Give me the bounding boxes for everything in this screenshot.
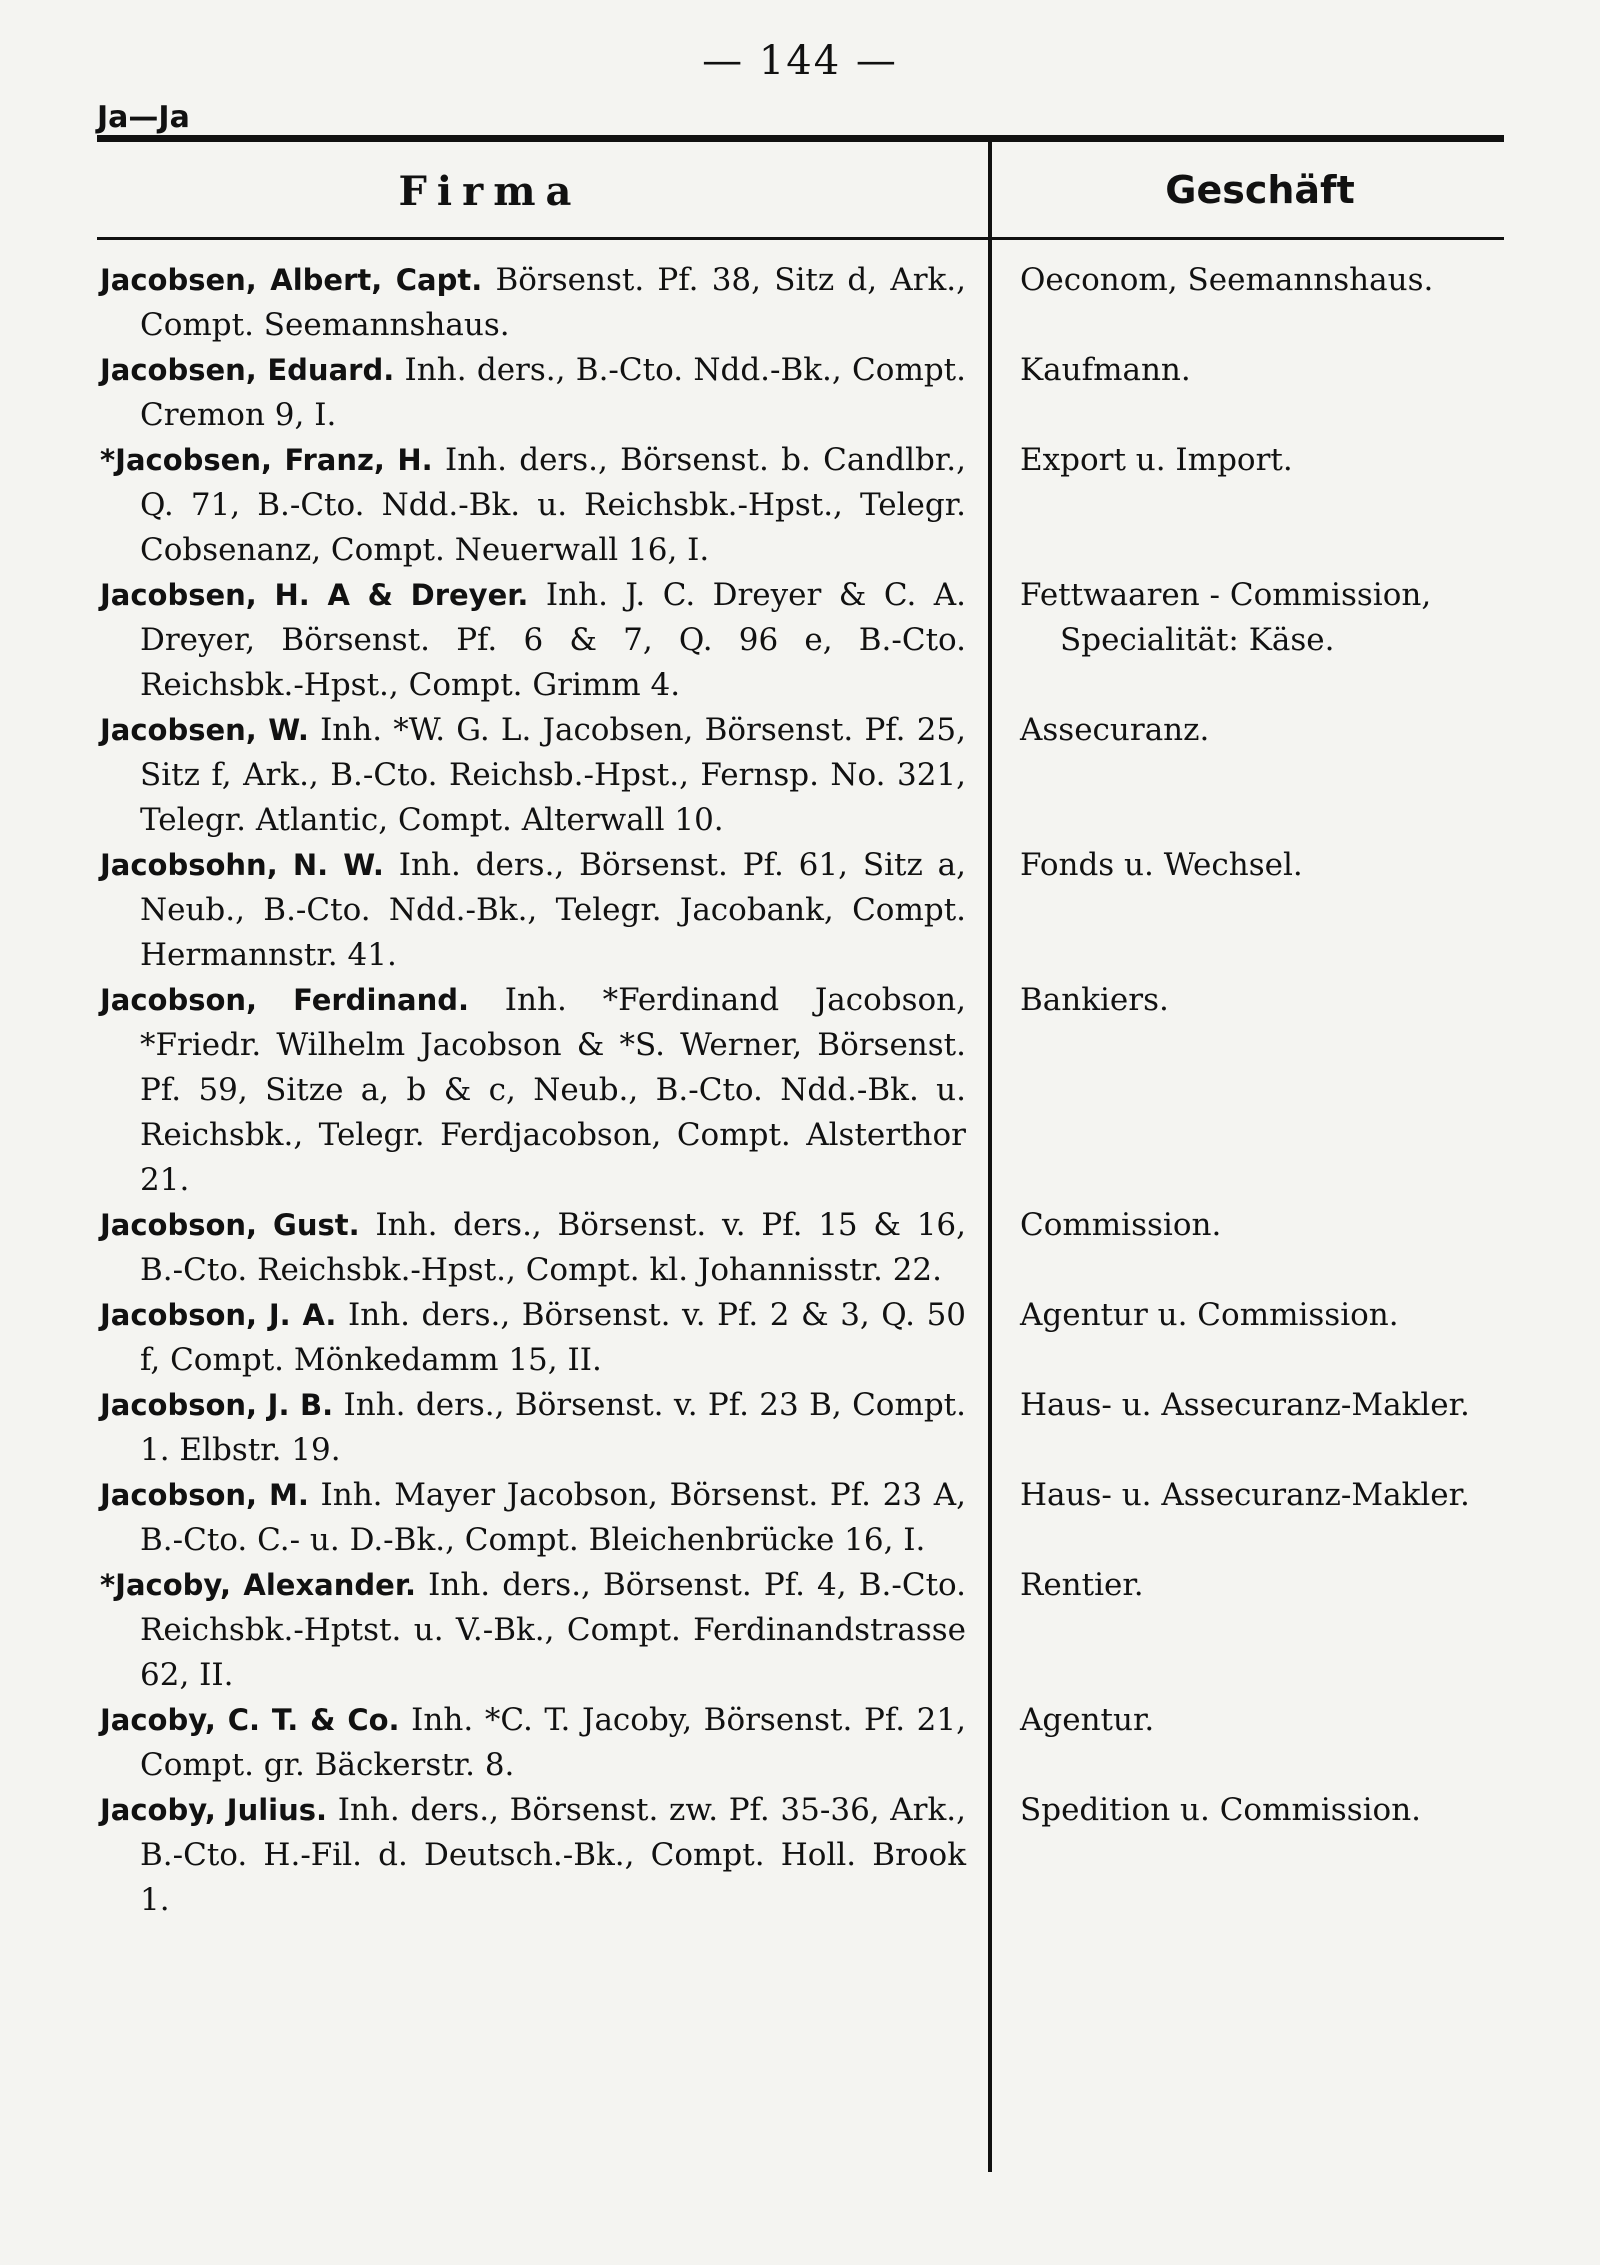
entry-details: Inh. ders., Börsenst. v. Pf. 2 & 3, Q. 50 f, Compt. Mönkedamm 15, II. [140, 1297, 967, 1378]
entry-details: Inh. ders., Börsenst. v. Pf. 15 & 16, B.-Cto. Reichsbk.-Hpst., Compt. kl. Johannisstr. 22. [140, 1207, 966, 1288]
entry-details: Inh. ders., B.-Cto. Ndd.-Bk., Compt. Cremon 9, I. [140, 352, 966, 433]
entry-name: Jacobson, J. A. [100, 1298, 337, 1332]
firma-cell [100, 1788, 966, 1923]
firma-cell [100, 1203, 966, 1293]
business-cell: Haus- u. Assecuranz-Makler. [1020, 1387, 1470, 1423]
entry-name: Jacobsen, Eduard. [100, 353, 395, 387]
list-item [100, 1698, 1540, 1788]
entry-details: Börsenst. Pf. 38, Sitz d, Ark., Compt. Seemannshaus. [140, 262, 967, 343]
list-item [100, 708, 1540, 843]
entry-details: Inh. *Ferdinand Jacobson, *Friedr. Wilhelm Jacobson & *S. Werner, Börsenst. Pf. 59, Sitze a, b & c, Neub., B.-Cto. Ndd.-Bk. u. Reichsbk., Telegr. Ferdjacobson, Compt. Alsterthor 21. [140, 982, 966, 1198]
business-cell: Bankiers. [1020, 982, 1169, 1018]
entry-name: Jacoby, Julius. [100, 1793, 328, 1827]
entry-name: Jacobson, M. [100, 1478, 309, 1512]
firma-cell [100, 708, 966, 843]
business-cell: Haus- u. Assecuranz-Makler. [1020, 1477, 1470, 1513]
list-item [100, 573, 1540, 708]
business-cell: Agentur. [1020, 1702, 1155, 1738]
geschaeft-column-header: Geschäft [1165, 168, 1355, 212]
list-item [100, 1563, 1540, 1698]
entry-name: *Jacobsen, Franz, H. [100, 443, 433, 477]
firma-cell [100, 438, 966, 573]
entry-details: Inh. ders., Börsenst. v. Pf. 23 B, Compt. 1. Elbstr. 19. [140, 1387, 966, 1468]
entry-name: Jacobsohn, N. W. [100, 848, 384, 882]
list-item [100, 1473, 1540, 1563]
entry-name: Jacobsen, H. A & Dreyer. [100, 578, 529, 612]
business-cell: Export u. Import. [1020, 442, 1293, 478]
firma-cell [100, 348, 966, 438]
list-item [100, 1383, 1540, 1473]
running-head: Ja—Ja [97, 100, 190, 135]
list-item [100, 1293, 1540, 1383]
list-item [100, 1203, 1540, 1293]
list-item [100, 978, 1540, 1203]
entry-name: Jacobsen, W. [100, 713, 309, 747]
firma-cell [100, 1293, 966, 1383]
entry-details: Inh. Mayer Jacobson, Börsenst. Pf. 23 A, B.-Cto. C.- u. D.-Bk., Compt. Bleichenbrücke 16, I. [140, 1477, 966, 1558]
entry-name: Jacobson, Gust. [100, 1208, 360, 1242]
business-cell: Commission. [1020, 1207, 1222, 1243]
list-item [100, 348, 1540, 438]
entry-list [100, 258, 1540, 1923]
list-item [100, 258, 1540, 348]
business-cell: Spedition u. Commission. [1020, 1792, 1422, 1828]
entry-details: Inh. ders., Börsenst. zw. Pf. 35-36, Ark., B.-Cto. H.-Fil. d. Deutsch.-Bk., Compt. Holl. Brook 1. [140, 1792, 966, 1918]
firma-column-header: Firma [398, 168, 582, 215]
firma-cell [100, 843, 966, 978]
page-number: — 144 — [702, 38, 898, 84]
firma-cell [100, 573, 966, 708]
entry-name: Jacobsen, Albert, Capt. [100, 263, 483, 297]
entry-details: Inh. ders., Börsenst. Pf. 4, B.-Cto. Reichsbk.-Hptst. u. V.-Bk., Compt. Ferdinandstrasse 62, II. [140, 1567, 966, 1693]
entry-details: Inh. ders., Börsenst. b. Candlbr., Q. 71, B.-Cto. Ndd.-Bk. u. Reichsbk.-Hpst., Telegr. Cobsenanz, Compt. Neuerwall 16, I. [140, 442, 967, 568]
firma-cell [100, 1698, 966, 1788]
entry-name: Jacobson, Ferdinand. [100, 983, 470, 1017]
entry-name: *Jacoby, Alexander. [100, 1568, 417, 1602]
entry-name: Jacobson, J. B. [100, 1388, 334, 1422]
business-cell: Assecuranz. [1020, 712, 1210, 748]
entry-details: Inh. J. C. Dreyer & C. A. Dreyer, Börsenst. Pf. 6 & 7, Q. 96 e, B.-Cto. Reichsbk.-Hpst., Compt. Grimm 4. [140, 577, 966, 703]
firma-cell [100, 1563, 966, 1698]
entry-details: Inh. *W. G. L. Jacobsen, Börsenst. Pf. 25, Sitz f, Ark., B.-Cto. Reichsb.-Hpst., Fernsp. No. 321, Telegr. Atlantic, Compt. Alterwall 10. [140, 712, 966, 838]
business-cell: Agentur u. Commission. [1020, 1297, 1399, 1333]
list-item [100, 1788, 1540, 1923]
business-cell: Fettwaaren - Commission, Specialität: Käse. [1020, 577, 1432, 658]
firma-cell [100, 1473, 966, 1563]
entry-name: Jacoby, C. T. & Co. [100, 1703, 400, 1737]
firma-cell [100, 978, 966, 1203]
business-cell: Rentier. [1020, 1567, 1144, 1603]
entry-details: Inh. *C. T. Jacoby, Börsenst. Pf. 21, Compt. gr. Bäckerstr. 8. [140, 1702, 966, 1783]
entry-details: Inh. ders., Börsenst. Pf. 61, Sitz a, Neub., B.-Cto. Ndd.-Bk., Telegr. Jacobank, Compt. Hermannstr. 41. [140, 847, 967, 973]
subheader-rule [97, 237, 1504, 240]
firma-cell [100, 258, 966, 348]
business-cell: Oeconom, Seemannshaus. [1020, 262, 1434, 298]
list-item [100, 438, 1540, 573]
business-cell: Kaufmann. [1020, 352, 1191, 388]
list-item [100, 843, 1540, 978]
business-cell: Fonds u. Wechsel. [1020, 847, 1303, 883]
header-rule [97, 135, 1504, 142]
firma-cell [100, 1383, 966, 1473]
